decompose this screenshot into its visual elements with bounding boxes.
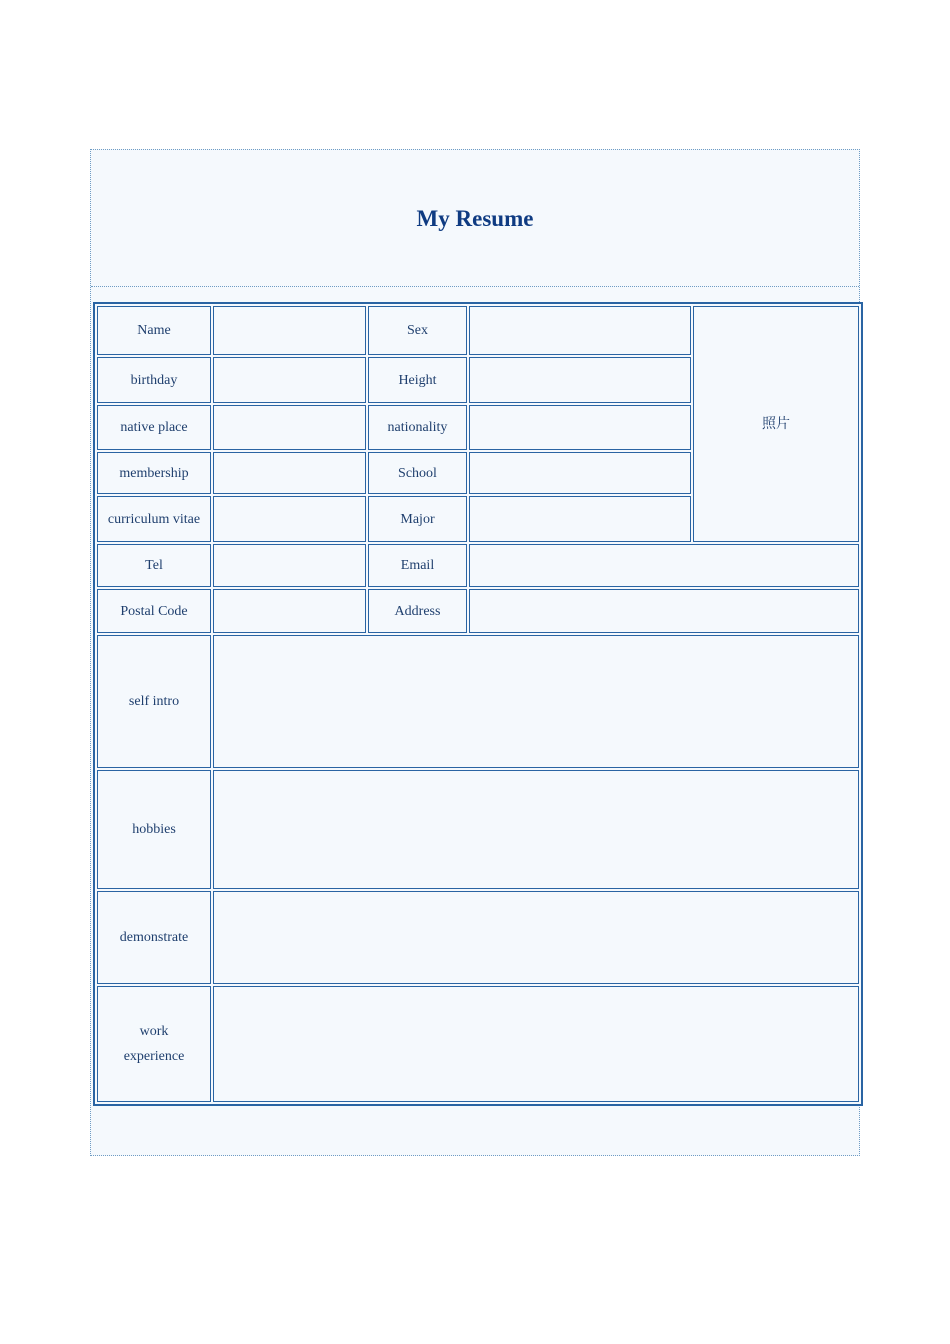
label-postal-code: Postal Code xyxy=(97,589,211,633)
email-field[interactable] xyxy=(469,544,859,587)
school-field[interactable] xyxy=(469,452,691,494)
address-field[interactable] xyxy=(469,589,859,633)
work-experience-field[interactable] xyxy=(213,986,859,1102)
label-nationality: nationality xyxy=(368,405,467,450)
label-birthday: birthday xyxy=(97,357,211,403)
demonstrate-field[interactable] xyxy=(213,891,859,984)
postal-code-field[interactable] xyxy=(213,589,366,633)
photo-placeholder[interactable]: 照片 xyxy=(693,306,859,542)
name-field[interactable] xyxy=(213,306,366,355)
native-place-field[interactable] xyxy=(213,405,366,450)
nationality-field[interactable] xyxy=(469,405,691,450)
label-major: Major xyxy=(368,496,467,542)
hobbies-field[interactable] xyxy=(213,770,859,889)
sex-field[interactable] xyxy=(469,306,691,355)
label-school: School xyxy=(368,452,467,494)
label-hobbies: hobbies xyxy=(97,770,211,889)
label-self-intro: self intro xyxy=(97,635,211,768)
table-row xyxy=(97,306,859,355)
table-row xyxy=(97,589,859,633)
table-row xyxy=(97,635,859,768)
table-row xyxy=(97,986,859,1102)
title-area xyxy=(91,150,859,287)
height-field[interactable] xyxy=(469,357,691,403)
curriculum-vitae-field[interactable] xyxy=(213,496,366,542)
table-row xyxy=(97,544,859,587)
label-address: Address xyxy=(368,589,467,633)
self-intro-field[interactable] xyxy=(213,635,859,768)
table-row xyxy=(97,770,859,889)
major-field[interactable] xyxy=(469,496,691,542)
label-height: Height xyxy=(368,357,467,403)
resume-frame xyxy=(90,149,860,1156)
page-title: My Resume xyxy=(416,206,534,231)
work-experience-line1: work xyxy=(139,1024,169,1039)
membership-field[interactable] xyxy=(213,452,366,494)
label-native-place: native place xyxy=(97,405,211,450)
label-sex: Sex xyxy=(368,306,467,355)
tel-field[interactable] xyxy=(213,544,366,587)
label-tel: Tel xyxy=(97,544,211,587)
table-row xyxy=(97,891,859,984)
label-email: Email xyxy=(368,544,467,587)
birthday-field[interactable] xyxy=(213,357,366,403)
label-name: Name xyxy=(97,306,211,355)
resume-table xyxy=(93,302,863,1106)
label-demonstrate: demonstrate xyxy=(97,891,211,984)
work-experience-line2: experience xyxy=(123,1049,185,1064)
label-membership: membership xyxy=(97,452,211,494)
label-work-experience xyxy=(97,986,211,1102)
label-curriculum-vitae: curriculum vitae xyxy=(97,496,211,542)
